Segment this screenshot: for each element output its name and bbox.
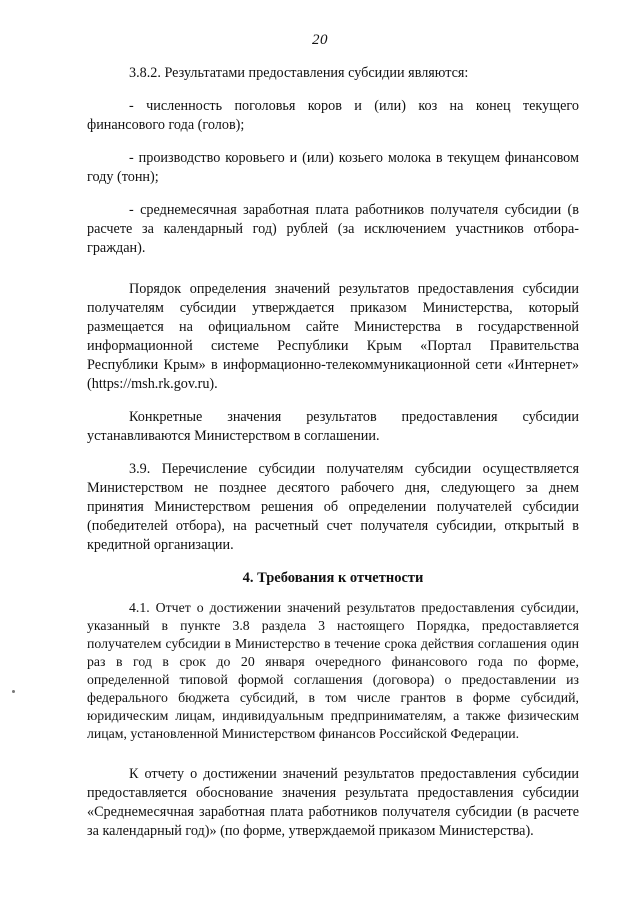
- page-number: 20: [312, 32, 328, 48]
- paragraph-3-9: 3.9. Перечисление субсидии получателям субсидии осуществляется Министерством не позднее десятого рабочего дня, следующего за днем принятия Министерством решения об определении получателей субсидии (победителей отбора), на расчетный счет получателя субсидии, открытый в кредитной организации.: [87, 461, 579, 553]
- paragraph-4-1: 4.1. Отчет о достижении значений результатов предоставления субсидии, указанный в пункте 3.8 раздела 3 настоящего Порядка, предоставляется получателем субсидии в Министерство в течение срока действия соглашения один раз в год в срок до 20 января очередного финансового года по форме, определенной типовой формой соглашения (договора) о предоставлении из федерального бюджета субсидий, в том числе грантов в форме субсидий, юридическим лицам, индивидуальным предпринимателям, а также физическим лицам, установленной Министерством финансов Российской Федерации.: [87, 600, 579, 741]
- scan-speck: [12, 690, 15, 693]
- section-heading-4: 4. Требования к отчетности: [242, 570, 424, 586]
- bullet-average-salary: - среднемесячная заработная плата работников получателя субсидии (в расчете за календарный год) рублей (за исключением участников отбора-граждан).: [87, 202, 579, 256]
- bullet-milk-production: - производство коровьего и (или) козьего молока в текущем финансовом году (тонн);: [87, 150, 579, 185]
- document-body: [87, 64, 579, 857]
- bullet-livestock: - численность поголовья коров и (или) коз на конец текущего финансового года (голов);: [87, 98, 579, 133]
- paragraph-specific-values: Конкретные значения результатов предоставления субсидии устанавливаются Министерством в соглашении.: [87, 409, 579, 444]
- paragraph-report-justification: К отчету о достижении значений результатов предоставления субсидии предоставляется обоснование значения результата предоставления субсидии «Среднемесячная заработная плата работников получателя субсидии (в расчете за календарный год)» (по форме, утверждаемой приказом Министерства).: [87, 766, 579, 839]
- paragraph-order: Порядок определения значений результатов предоставления субсидии получателям субсидии утверждается приказом Министерства, который размещается на официальном сайте Министерства в государственной информационной системе Республики Крым «Портал Правительства Республики Крым» в информационно-телекоммуникационной сети «Интернет» (https://msh.rk.gov.ru).: [87, 281, 579, 392]
- paragraph-3-8-2: 3.8.2. Результатами предоставления субсидии являются:: [129, 65, 469, 81]
